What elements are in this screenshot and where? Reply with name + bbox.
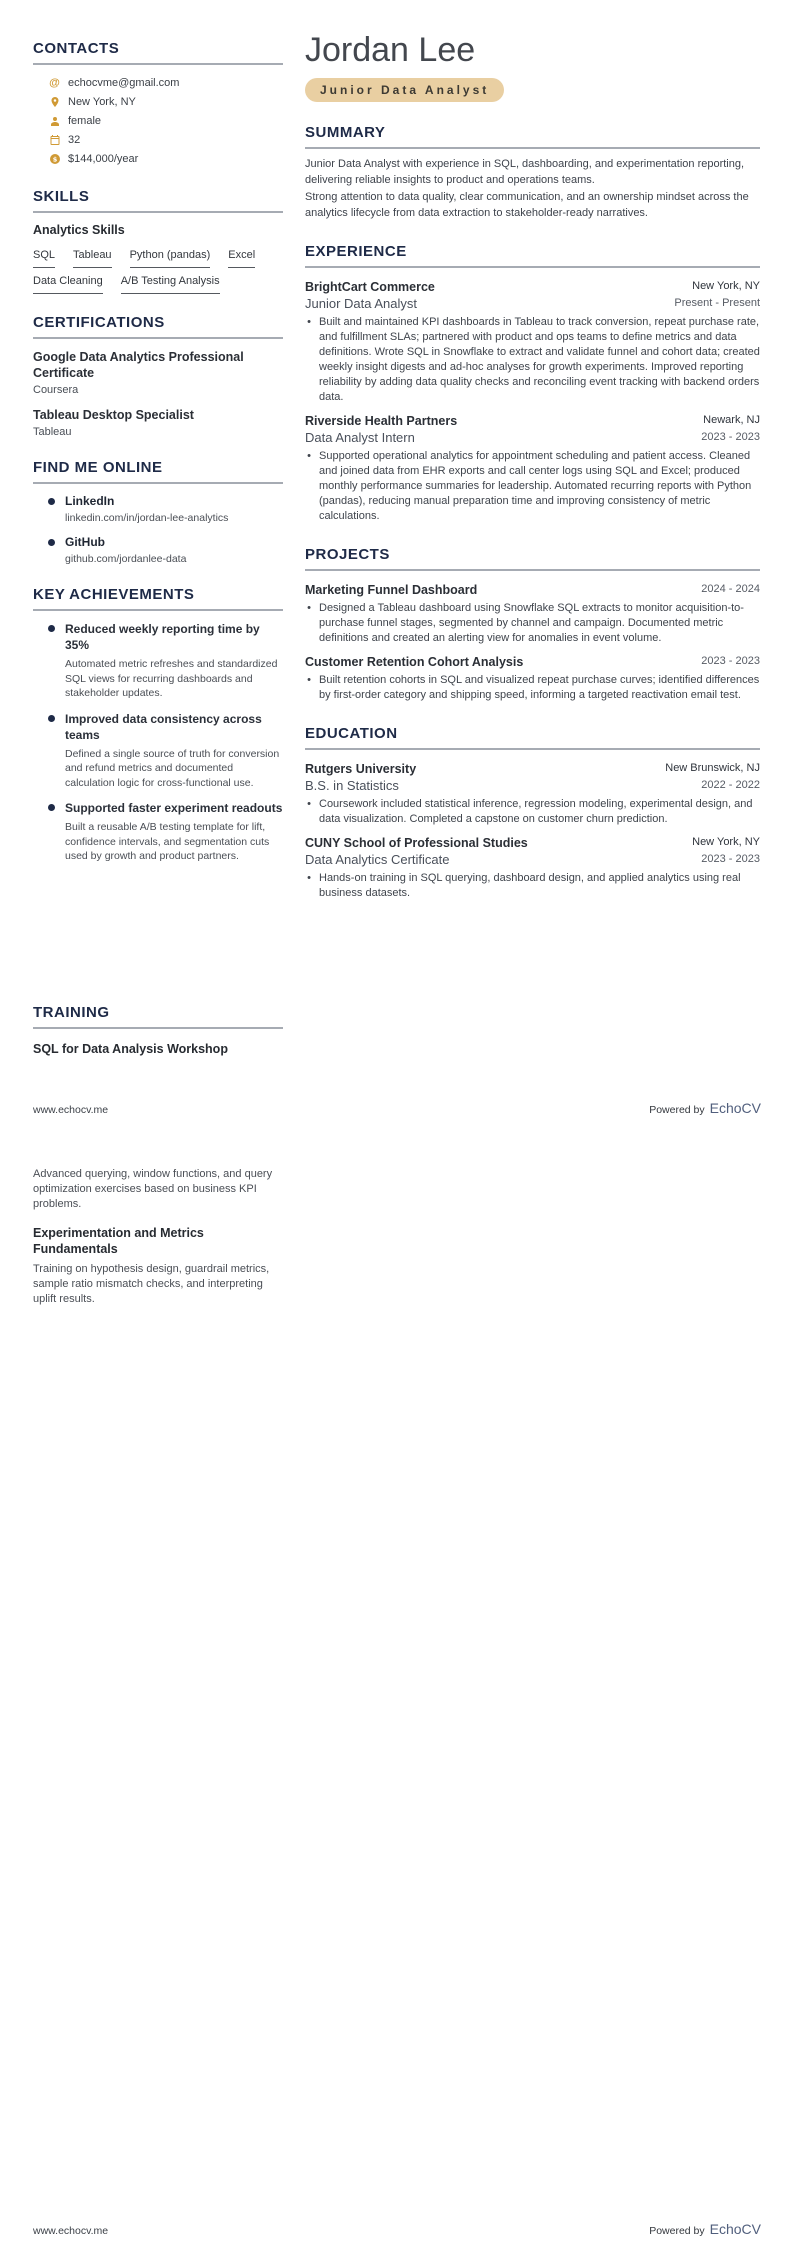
school-name: CUNY School of Professional Studies: [305, 836, 528, 850]
profile-url[interactable]: linkedin.com/in/jordan-lee-analytics: [65, 512, 229, 524]
skill-item: Excel: [228, 242, 255, 268]
training-title: SQL for Data Analysis Workshop: [33, 1041, 228, 1056]
footer-site-link[interactable]: www.echocv.me: [33, 1104, 109, 1116]
contact-age: [48, 130, 283, 149]
job-role: Data Analyst Intern: [305, 430, 415, 445]
achievement-title: Reduced weekly reporting time by 35%: [65, 622, 260, 652]
company-location: Newark, NJ: [703, 414, 760, 426]
school-name: Rutgers University: [305, 762, 417, 776]
company-name: Riverside Health Partners: [305, 414, 458, 428]
svg-text:$: $: [52, 155, 57, 163]
certification-title: Google Data Analytics Professional Certificate: [33, 350, 244, 380]
section-divider: [33, 337, 283, 339]
skills-heading: SKILLS: [33, 188, 90, 205]
project-title: Customer Retention Cohort Analysis: [305, 655, 524, 669]
skills-group-title: Analytics Skills: [33, 223, 125, 237]
person-icon: [48, 114, 61, 127]
salary-coin-icon: [48, 152, 61, 165]
skill-item: Data Cleaning: [33, 268, 103, 294]
project-bullets: [305, 601, 760, 646]
experience-entry: [305, 279, 760, 405]
location-pin-icon: [48, 95, 61, 108]
training-description: Training on hypothesis design, guardrail metrics, sample ratio mismatch checks, and interpreting uplift results.: [33, 1263, 270, 1305]
training-heading: TRAINING: [33, 1003, 110, 1021]
footer-site-link[interactable]: www.echocv.me: [33, 2225, 109, 2237]
school-location: New York, NY: [692, 836, 760, 848]
email-at-icon: @: [49, 76, 60, 89]
education-bullet: [305, 797, 760, 827]
certification-issuer: Tableau: [33, 426, 72, 438]
section-divider: [33, 1027, 283, 1029]
contact-email-value[interactable]: echocvme@gmail.com: [68, 76, 180, 89]
contact-gender-value: female: [68, 114, 102, 127]
section-divider: [33, 609, 283, 611]
skill-item: Tableau: [73, 242, 112, 268]
calendar-icon: [48, 133, 61, 146]
education-dates: 2023 - 2023: [701, 853, 760, 865]
section-skills: [33, 188, 283, 294]
echocv-brand-link[interactable]: EchoCV: [709, 2221, 761, 2237]
degree: B.S. in Statistics: [305, 778, 399, 793]
job-title-badge: Junior Data Analyst: [305, 78, 504, 102]
powered-by-label: Powered by: [649, 1104, 705, 1116]
job-dates: Present - Present: [674, 297, 760, 309]
online-profile-github: [33, 535, 283, 566]
projects-heading: PROJECTS: [305, 546, 390, 563]
skill-item: Python (pandas): [130, 242, 211, 268]
bullet-dot-icon: [48, 625, 55, 632]
project-entry: [305, 582, 760, 646]
job-role: Junior Data Analyst: [305, 296, 418, 311]
contacts-heading: CONTACTS: [33, 40, 120, 57]
achievement-item: [33, 621, 283, 701]
profile-url[interactable]: github.com/jordanlee-data: [65, 553, 187, 565]
education-bullet: [305, 871, 760, 901]
experience-bullets: [305, 449, 760, 524]
profile-label: GitHub: [65, 535, 105, 549]
profile-label: LinkedIn: [65, 494, 115, 508]
bullet-text: • Hands-on training in SQL querying, dashboard design, and applied analytics using real business datasets.: [319, 872, 741, 899]
achievement-title: Supported faster experiment readouts: [65, 801, 283, 815]
education-entry: [305, 835, 760, 901]
contact-email: [48, 73, 283, 92]
section-summary: [305, 124, 760, 221]
bullet-text: • Built and maintained KPI dashboards in Tableau to track conversion, repeat purchase rate, and fulfillment SLAs; partnered with product and ops teams to define metrics and data definitions. Wrote SQL in Snowflake to extract and validate funnel and cohort data; created weekly insight digests and ad-hoc analyses for growth experiments. Improved reporting reliability by adding data quality checks and reconciling event tracking with backend orders data.: [319, 316, 760, 403]
bullet-text: • Designed a Tableau dashboard using Snowflake SQL extracts to monitor acquisition-to-purchase funnel stages, segmented by channel and campaign. Documented metric definitions and created an alerting view for anomalies in event volume.: [319, 602, 744, 644]
main-column: [305, 30, 760, 901]
skill-list: [33, 242, 283, 294]
achievement-description: Built a reusable A/B testing template for lift, confidence intervals, and segmentation cuts used by growth and product partners.: [65, 821, 270, 862]
contact-salary: [48, 149, 283, 168]
section-training: [33, 1004, 283, 1057]
bullet-dot-icon: [48, 715, 55, 722]
bullet-text: • Supported operational analytics for appointment scheduling and patient access. Cleaned and joined data from EHR exports and call center logs using SQL and Excel; produced monthly performance summaries for leadership. Automated recurring reports with Python (pandas), reducing manual preparation time and improving consistency of metric calculations.: [319, 450, 752, 522]
section-find-me-online: [33, 459, 283, 566]
achievement-description: Defined a single source of truth for conversion and refund metrics and documented calculation logic for cross-functional use.: [65, 747, 280, 789]
achievement-item: [33, 800, 283, 864]
bullet-dot-icon: [48, 539, 55, 546]
section-divider: [305, 569, 760, 571]
summary-paragraph: Strong attention to data quality, clear communication, and an ownership mindset across the analytics lifecycle from data extraction to stakeholder-ready narratives.: [305, 191, 749, 219]
achievement-description: Automated metric refreshes and standardized SQL views for recurring dashboards and stakeholder updates.: [65, 658, 278, 699]
project-dates: 2023 - 2023: [701, 655, 760, 667]
training-title: Experimentation and Metrics Fundamentals: [33, 1226, 204, 1256]
page-footer: [33, 2221, 761, 2237]
find-me-online-heading: FIND ME ONLINE: [33, 459, 163, 476]
section-certifications: [33, 314, 283, 439]
candidate-name: Jordan Lee: [305, 31, 476, 69]
company-name: BrightCart Commerce: [305, 280, 435, 294]
experience-bullets: [305, 315, 760, 405]
summary-body: [305, 157, 760, 221]
school-location: New Brunswick, NJ: [665, 762, 760, 774]
powered-by-label: Powered by: [649, 2225, 705, 2237]
section-divider: [33, 482, 283, 484]
section-divider: [305, 147, 760, 149]
bullet-text: • Coursework included statistical inference, regression modeling, experimental design, and data visualization. Completed a capstone on customer churn prediction.: [319, 798, 753, 825]
contact-location: [48, 92, 283, 111]
training-continued: [33, 1167, 283, 1307]
summary-paragraph: Junior Data Analyst with experience in SQL, dashboarding, and experimentation reporting, delivering reliable insights to product and operations teams.: [305, 158, 745, 186]
key-achievements-heading: KEY ACHIEVEMENTS: [33, 586, 195, 603]
section-key-achievements: [33, 586, 283, 864]
section-experience: [305, 243, 760, 524]
project-bullets: [305, 673, 760, 703]
contact-age-value: 32: [68, 133, 81, 146]
education-entry: [305, 761, 760, 827]
section-divider: [33, 211, 283, 213]
education-bullets: [305, 797, 760, 827]
section-education: [305, 725, 760, 901]
skill-item: A/B Testing Analysis: [121, 268, 220, 294]
section-contacts: [33, 40, 283, 168]
education-dates: 2022 - 2022: [701, 779, 760, 791]
education-bullets: [305, 871, 760, 901]
achievement-item: [33, 711, 283, 791]
page-footer: [33, 1100, 761, 1116]
certification-item: [33, 349, 283, 397]
left-column: [33, 40, 283, 1057]
achievement-title: Improved data consistency across teams: [65, 711, 262, 742]
company-location: New York, NY: [692, 280, 760, 292]
contact-location-value: New York, NY: [68, 95, 136, 108]
education-heading: EDUCATION: [305, 725, 398, 742]
project-dates: 2024 - 2024: [701, 583, 760, 595]
project-title: Marketing Funnel Dashboard: [305, 583, 478, 597]
summary-heading: SUMMARY: [305, 124, 386, 141]
section-divider: [305, 266, 760, 268]
experience-bullet: [305, 449, 760, 524]
experience-entry: [305, 413, 760, 524]
experience-heading: EXPERIENCE: [305, 243, 407, 260]
project-bullet: [305, 601, 760, 646]
bullet-text: • Built retention cohorts in SQL and visualized repeat purchase curves; identified differences by first-order category and shipping speed, informing a targeted reactivation email test.: [319, 674, 760, 701]
online-profile-linkedin: [33, 494, 283, 525]
job-dates: 2023 - 2023: [701, 431, 760, 443]
experience-bullet: [305, 315, 760, 405]
contact-gender: [48, 111, 283, 130]
echocv-brand-link[interactable]: EchoCV: [709, 1100, 761, 1116]
bullet-dot-icon: [48, 498, 55, 505]
project-entry: [305, 654, 760, 703]
skill-item: SQL: [33, 242, 55, 268]
certification-issuer: Coursera: [33, 384, 79, 396]
section-projects: [305, 546, 760, 703]
project-bullet: [305, 673, 760, 703]
certification-title: Tableau Desktop Specialist: [33, 408, 194, 422]
contact-list: [33, 73, 283, 168]
certifications-heading: CERTIFICATIONS: [33, 314, 165, 331]
section-divider: [33, 63, 283, 65]
degree: Data Analytics Certificate: [305, 852, 450, 867]
certification-item: [33, 407, 283, 439]
section-divider: [305, 748, 760, 750]
contact-salary-value: $144,000/year: [68, 152, 139, 165]
bullet-dot-icon: [48, 804, 55, 811]
training-description: Advanced querying, window functions, and query optimization exercises based on business KPI problems.: [33, 1168, 273, 1210]
